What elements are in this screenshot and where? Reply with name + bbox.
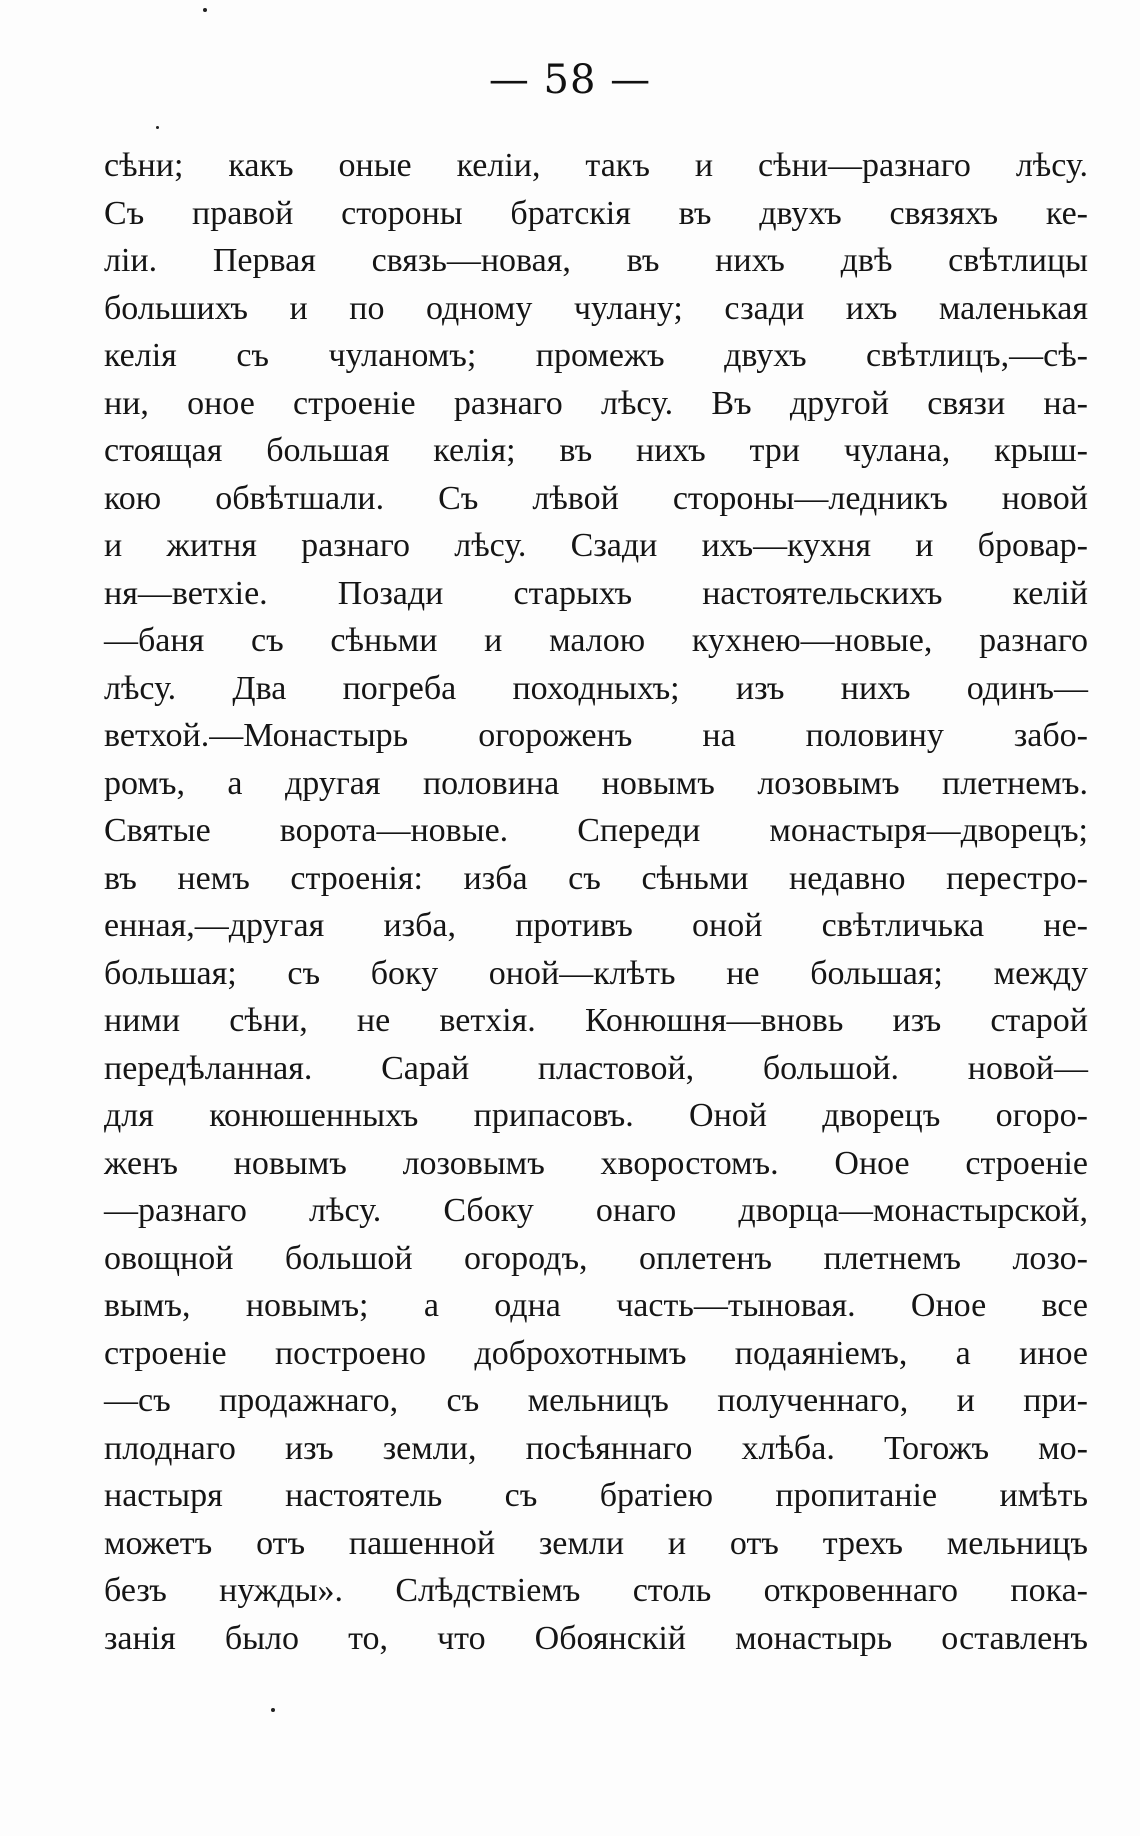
text-line-30: можетъ отъ пашенной земли и отъ трехъ мельницъ [104, 1524, 1088, 1562]
text-line-5: келія съ чуланомъ; промежъ двухъ свѣтлицъ,—сѣ- [104, 337, 1088, 374]
text-line-15: Святые ворота—новые. Спереди монастыря—дворецъ; [104, 812, 1088, 849]
text-line-24: овощной большой огородъ, оплетенъ плетнемъ лозо- [104, 1239, 1088, 1277]
text-line-32: занія было то, что Обоянскій монастырь оставленъ [104, 1619, 1088, 1657]
text-line-17: енная,—другая изба, противъ оной свѣтличька не- [104, 907, 1088, 944]
text-line-31: безъ нужды». Слѣдствіемъ столь откровеннаго пока- [104, 1572, 1088, 1609]
text-line-27: —съ продажнаго, съ мельницъ полученнаго, и при- [104, 1382, 1088, 1419]
text-line-25: вымъ, новымъ; а одна часть—тыновая. Оное все [104, 1287, 1088, 1324]
text-line-22: женъ новымъ лозовымъ хворостомъ. Оное строеніе [104, 1144, 1088, 1182]
text-line-19: ними сѣни, не ветхія. Конюшня—вновь изъ старой [104, 1002, 1088, 1039]
text-line-16: въ немъ строенія: изба съ сѣньми недавно перестро- [104, 859, 1088, 897]
text-line-28: плоднаго изъ земли, посѣяннаго хлѣба. Тогожъ мо- [104, 1429, 1088, 1467]
text-line-23: —разнаго лѣсу. Сбоку онаго дворца—монастырской, [104, 1192, 1088, 1229]
text-line-12: лѣсу. Два погреба походныхъ; изъ нихъ одинъ— [104, 669, 1088, 707]
print-speck-bottom [271, 1708, 275, 1712]
text-line-8: кою обвѣтшали. Съ лѣвой стороны—ледникъ новой [104, 479, 1088, 517]
text-line-7: стоящая большая келія; въ нихъ три чулана, крыш- [104, 432, 1088, 469]
text-line-26: строеніе построено доброхотнымъ подаяніемъ, а иное [104, 1334, 1088, 1372]
text-line-11: —баня съ сѣньми и малою кухнею—новые, разнаго [104, 622, 1088, 659]
print-speck-left [156, 126, 159, 129]
text-line-18: большая; съ боку оной—клѣть не большая; между [104, 954, 1088, 992]
text-line-4: большихъ и по одному чулану; сзади ихъ маленькая [104, 289, 1088, 327]
page-number: — 58 — [488, 57, 652, 103]
text-line-20: передѣланная. Сарай пластовой, большой. новой— [104, 1049, 1088, 1087]
text-line-2: Съ правой стороны братскія въ двухъ связяхъ ке- [104, 194, 1088, 232]
text-line-6: ни, оное строеніе разнаго лѣсу. Въ другой связи на- [104, 384, 1088, 422]
print-speck-top [203, 8, 207, 12]
text-line-14: ромъ, а другая половина новымъ лозовымъ плетнемъ. [104, 764, 1088, 802]
text-line-10: ня—ветхіе. Позади старыхъ настоятельскихъ келій [104, 574, 1088, 612]
body-text [104, 142, 1088, 1662]
text-line-21: для конюшенныхъ припасовъ. Оной дворецъ огоро- [104, 1097, 1088, 1134]
text-line-1: сѣни; какъ оные келіи, такъ и сѣни—разнаго лѣсу. [104, 147, 1088, 184]
text-line-29: настыря настоятель съ братіею пропитаніе имѣть [104, 1477, 1088, 1514]
text-line-3: ліи. Первая связь—новая, въ нихъ двѣ свѣтлицы [104, 242, 1088, 279]
text-line-9: и житня разнаго лѣсу. Сзади ихъ—кухня и бровар- [104, 527, 1088, 564]
text-line-13: ветхой.—Монастырь огороженъ на половину забо- [104, 717, 1088, 754]
